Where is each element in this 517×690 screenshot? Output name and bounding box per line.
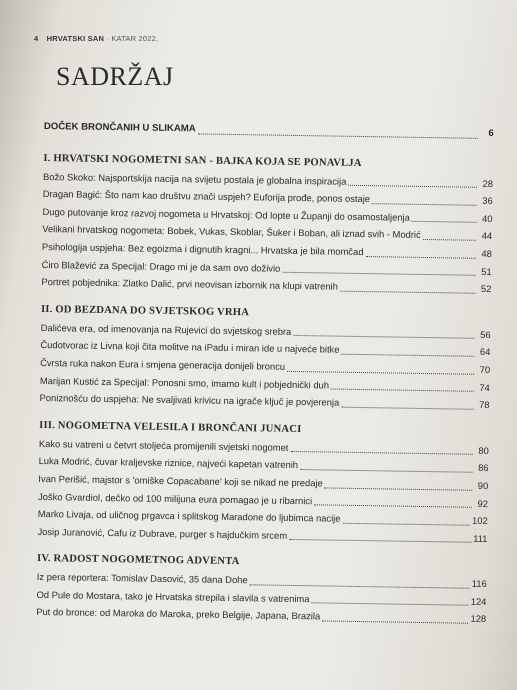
toc-section bbox=[39, 301, 491, 414]
section-heading: IV. RADOST NOGOMETNOG ADVENTA bbox=[36, 553, 240, 568]
toc-entry-title: Josip Juranović, Cafu iz Dubrave, purger s hajdučkim srcem bbox=[37, 525, 288, 541]
toc-entry-page: 64 bbox=[479, 346, 491, 358]
dot-leader bbox=[293, 335, 474, 339]
toc-entry-title: Joško Gvardiol, dečko od 100 milijuna eura pomagao je u ribarnici bbox=[37, 490, 313, 506]
toc-entry-page: 40 bbox=[481, 212, 493, 224]
toc-entry-page: 128 bbox=[470, 613, 487, 625]
toc-entry-title: DOČEK BRONČANIH U SLIKAMA bbox=[43, 120, 196, 135]
toc-entry-page: 36 bbox=[482, 195, 493, 207]
toc-entry-page: 70 bbox=[479, 363, 491, 375]
dot-leader bbox=[325, 487, 473, 490]
page-title: SADRŽAJ bbox=[56, 62, 174, 91]
page-number: 4 bbox=[34, 34, 39, 43]
toc-entry-page: 51 bbox=[481, 265, 492, 277]
toc-section bbox=[36, 550, 487, 628]
dot-leader bbox=[340, 290, 475, 293]
running-header bbox=[34, 34, 158, 43]
toc-entry-title: Čudotvorac iz Livna koji čita molitve na iPadu i miran ide u najveće bitke bbox=[40, 339, 340, 356]
toc-entry-title: Psihologija uspjeha: Bez egoizma i dignutih kragni... Hrvatska je bila momčad bbox=[41, 240, 364, 258]
toc-entry-title: Dragan Bagić: Što nam kao društvu znači uspjeh? Euforija prođe, ponos ostaje bbox=[42, 188, 371, 205]
toc-entry-page: 80 bbox=[478, 444, 489, 456]
section-heading: II. OD BEZDANA DO SVJETSKOG VRHA bbox=[40, 303, 250, 318]
toc-entry-page: 124 bbox=[470, 595, 487, 607]
toc-entry-title: Od Pule do Mostara, tako je Hrvatska strepila i slavila s vatrenima bbox=[36, 588, 310, 605]
section-heading: I. HRVATSKI NOGOMETNI SAN - BAJKA KOJA SE PONAVLJA bbox=[43, 152, 362, 169]
dot-leader bbox=[287, 370, 474, 374]
dot-leader bbox=[341, 406, 473, 409]
toc-entry-title: Dugo putovanje kroz razvoj nogometa u Hrvatskoj: Od lopte u Županji do osamostaljenja bbox=[42, 205, 410, 223]
toc-entry-title: Put do bronce: od Maroka do Maroka, preko Belgije, Japana, Brazila bbox=[36, 606, 321, 622]
publication-name: HRVATSKI SAN bbox=[46, 34, 105, 43]
toc-entry-page: 52 bbox=[480, 283, 492, 295]
toc-entry-page: 102 bbox=[471, 514, 488, 527]
toc-entry-title: Poniznošću do uspjeha: Ne svaljivati krivicu na igrače ključ je povjerenja bbox=[39, 392, 340, 408]
dot-leader bbox=[331, 389, 474, 392]
toc-entry-title: Ćiro Blažević za Specijal: Drago mi je da sam ovo doživio bbox=[41, 258, 281, 274]
dot-leader bbox=[311, 603, 468, 606]
dot-leader bbox=[412, 221, 477, 223]
dot-leader bbox=[372, 203, 477, 206]
dot-leader bbox=[300, 469, 472, 473]
toc-section bbox=[41, 150, 493, 298]
dot-leader bbox=[314, 504, 472, 507]
dot-leader bbox=[348, 185, 477, 188]
toc-entry-title: Portret pobjednika: Zlatko Dalić, prvi neovisan izbornik na klupi vatrenih bbox=[41, 276, 338, 292]
dot-leader bbox=[342, 522, 470, 525]
toc-entry-title: Marko Livaja, od uličnog prgavca i splitskog Maradone do ljubimca nacije bbox=[37, 508, 341, 524]
dot-leader bbox=[250, 584, 470, 588]
dot-leader bbox=[198, 133, 478, 138]
toc-entry-title: Ivan Perišić, majstor s 'omiške Copacabane' koji se nikad ne predaje bbox=[38, 472, 323, 489]
toc-entry-page: 48 bbox=[481, 247, 493, 260]
dot-leader bbox=[341, 354, 474, 357]
toc-entry-page: 86 bbox=[478, 462, 489, 474]
toc-entry-page: 78 bbox=[479, 398, 490, 411]
section-heading: III. NOGOMETNA VELESILA I BRONČANI JUNACI bbox=[39, 419, 302, 435]
dot-leader bbox=[290, 451, 472, 455]
dot-leader bbox=[289, 539, 471, 543]
toc-entry-title: Iz pera reportera: Tomislav Dasović, 35 dana Dohe bbox=[36, 571, 248, 586]
toc-entry-title: Kako su vatreni u četvrt stoljeća promijenili svjetski nogomet bbox=[38, 437, 289, 453]
dot-leader bbox=[322, 620, 468, 623]
toc-entry-page: 56 bbox=[480, 328, 491, 340]
table-of-contents bbox=[36, 118, 494, 638]
dot-leader bbox=[423, 239, 477, 241]
toc-entry-title: Čvrsta ruka nakon Eura i smjena generacija donijeli broncu bbox=[40, 356, 286, 372]
toc-entry-title: Luka Modrić, čuvar kraljevske riznice, najveći kapetan vatrenih bbox=[38, 455, 299, 471]
toc-entry-page: 90 bbox=[477, 479, 489, 491]
toc-entry-page: 74 bbox=[479, 381, 490, 393]
toc-entry-page: 92 bbox=[477, 497, 489, 509]
issue-label: · KATAR 2022. bbox=[104, 34, 159, 43]
dot-leader bbox=[282, 272, 475, 276]
toc-entry-page: 28 bbox=[482, 177, 494, 189]
toc-sections bbox=[36, 150, 493, 628]
toc-entry-title: Božo Skoko: Najsportskija nacija na svijetu postala je globalna inspiracija bbox=[43, 170, 347, 187]
toc-entry-page: 44 bbox=[481, 230, 493, 242]
toc-entry-title: Marijan Kustić za Specijal: Ponosni smo, imamo kult i pobjednički duh bbox=[39, 374, 330, 391]
toc-section bbox=[37, 417, 489, 548]
toc-entry-page: 6 bbox=[488, 127, 494, 140]
dot-leader bbox=[365, 256, 475, 259]
toc-entry-title: Velikani hrvatskog nogometa: Bobek, Vukas, Skoblar, Šuker i Boban, ali iznad svih - Modrić bbox=[42, 223, 421, 241]
toc-intro-entry[interactable] bbox=[44, 118, 494, 143]
toc-entry-page: 116 bbox=[471, 578, 487, 590]
toc-entry-page: 111 bbox=[473, 532, 488, 544]
toc-entry-title: Dalićeva era, od imenovanja na Rujevici do svjetskog srebra bbox=[40, 321, 292, 337]
